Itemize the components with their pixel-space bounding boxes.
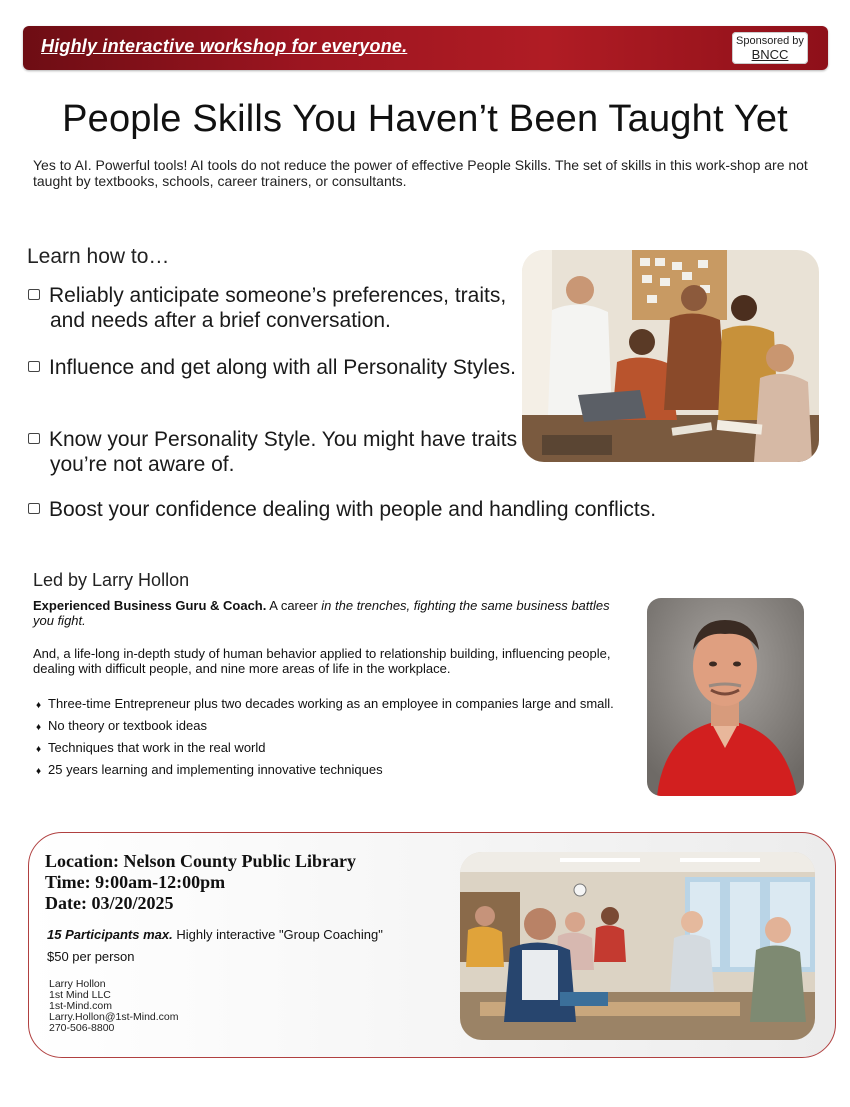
learn-item: Influence and get along with all Personality Styles. [28,355,520,380]
checkbox-icon [28,289,40,300]
sponsor-label: Sponsored by [736,35,804,47]
event-time: Time: 9:00am-12:00pm [45,872,226,892]
intro-paragraph: Yes to AI. Powerful tools! AI tools do not reduce the power of effective People Skills. The set of skills in this work-shop are not taught by textbooks, schools, career trainers, or consultants. [33,157,808,189]
learn-item: Know your Personality Style. You might have traits you’re not aware of. [28,427,520,477]
contact-phone: 270-506-8800 [49,1022,115,1034]
checkbox-icon [28,503,40,514]
leader-description: And, a life-long in-depth study of human behavior applied to relationship building, influencing people, dealing with difficult people, and nine more areas of life in the workplace. [33,646,611,676]
list-item: ♦ No theory or textbook ideas [36,716,626,738]
list-item: ♦ Techniques that work in the real world [36,738,626,760]
learn-item: Boost your confidence dealing with people and handling conflicts. [28,497,840,522]
leader-highlights [36,694,626,782]
sponsor-badge [732,32,808,64]
leader-portrait-photo [647,598,804,796]
contact-website: 1st-Mind.com [49,1000,113,1012]
event-price: $50 per person [47,949,135,964]
checkbox-icon [28,433,40,444]
classroom-photo [460,852,815,1040]
leader-heading: Led by Larry Hollon [33,570,190,590]
diamond-bullet-icon: ♦ [36,722,42,733]
header-banner [23,26,828,70]
contact-email: Larry.Hollon@1st-Mind.com [49,1011,179,1023]
event-location: Location: Nelson County Public Library [45,851,357,871]
page-title: People Skills You Haven’t Been Taught Yet [62,98,788,140]
sponsor-name: BNCC [751,47,789,62]
learn-heading: Learn how to… [27,245,170,268]
banner-tagline: Highly interactive workshop for everyone. [41,36,408,56]
contact-company: 1st Mind LLC [49,989,111,1001]
diamond-bullet-icon: ♦ [36,766,42,777]
event-date: Date: 03/20/2025 [45,893,174,913]
checkbox-icon [28,361,40,372]
contact-info [49,979,179,1034]
team-meeting-photo [522,250,819,462]
learn-item: Reliably anticipate someone’s preferences, traits, and needs after a brief conversation. [28,283,520,333]
participants-note: 15 Participants max. Highly interactive "Group Coaching" [47,927,383,942]
list-item: ♦ Three-time Entrepreneur plus two decades working as an employee in companies large and small. [36,694,626,716]
diamond-bullet-icon: ♦ [36,744,42,755]
leader-bio: Experienced Business Guru & Coach. A career in the trenches, fighting the same business battles you fight. [33,598,610,628]
contact-name: Larry Hollon [49,978,106,990]
diamond-bullet-icon: ♦ [36,700,42,711]
list-item: ♦ 25 years learning and implementing innovative techniques [36,760,626,782]
